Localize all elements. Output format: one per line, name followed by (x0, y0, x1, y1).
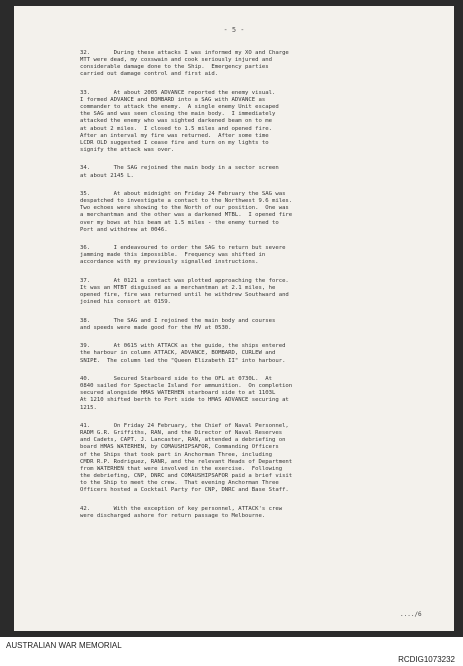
paragraph (80, 90, 410, 154)
paragraph (80, 343, 410, 364)
text-line: 39. At 0615 with ATTACK as the guide, the ships entered (80, 343, 286, 350)
text-line: 0840 sailed for Spectacle Island for ammunition. On completion (80, 383, 293, 390)
paragraph (80, 423, 410, 494)
paragraph (80, 278, 410, 307)
text-line: 1215. (80, 404, 97, 411)
paragraph (80, 50, 410, 79)
text-line: signify the attack was over. (80, 146, 175, 153)
text-line: over my bows at his beam at 1.5 miles - the enemy turned to (80, 219, 279, 226)
document-body (80, 50, 410, 531)
text-line: commander to attack the enemy. A single enemy Unit escaped (80, 104, 279, 111)
continuation-marker: ..../6 (400, 611, 422, 618)
text-line: Port and withdrew at 0046. (80, 226, 168, 233)
institution-name: AUSTRALIAN WAR MEMORIAL (6, 641, 122, 650)
text-line: 42. With the exception of key personnel, ATTACK's crew (80, 505, 283, 512)
page-number: - 5 - (223, 26, 245, 34)
text-line: the harbour in column ATTACK, ADVANCE, BOMBARD, CURLEW and (80, 350, 276, 357)
text-line: carried out damage control and first aid. (80, 71, 219, 78)
text-line: secured alongside HMAS WATERHEN starboard side to at 1103L (80, 390, 276, 397)
record-id: RCDIG1073232 (398, 655, 455, 664)
text-line: At 1210 shifted berth to Port side to HMAS ADVANCE securing at (80, 397, 289, 404)
text-line: MTT were dead, my coxswain and cook seriously injured and (80, 57, 272, 64)
text-line: 34. The SAG rejoined the main body in a sector screen (80, 165, 279, 172)
paragraph (80, 506, 410, 520)
text-line: Two echoes were showing to the North of our position. One was (80, 205, 289, 212)
text-line: joined his consort at 0159. (80, 299, 171, 306)
text-line: and Cadets, CAPT. J. Lancaster, RAN, attended a debriefing on (80, 437, 286, 444)
paragraph (80, 165, 410, 179)
text-line: attacked the enemy who was sighted darkened beam on to me (80, 118, 272, 125)
paragraph (80, 191, 410, 234)
text-line: considerable damage done to the Ship. Emergency parties (80, 64, 269, 71)
archive-footer (0, 637, 463, 666)
text-line: SNIPE. The column led the "Queen Elizabeth II" into harbour. (80, 357, 286, 364)
text-line: 41. On Friday 24 February, the Chief of Naval Personnel, (80, 423, 289, 430)
text-line: board HMAS WATERHEN, by COMAUSHIPSAFOR, Commanding Officers (80, 444, 279, 451)
text-line: 40. Secured Starboard side to the OFL at 0730L. At (80, 376, 272, 383)
text-line: at about 2145 L. (80, 172, 134, 179)
document-page (14, 6, 454, 631)
text-line: 37. At 0121 a contact was plotted approaching the force. (80, 277, 289, 284)
paragraph (80, 245, 410, 266)
text-line: to the Ship to meet the crew. That evening Anchorman Three (80, 480, 279, 487)
text-line: CMDR R.P. Rodriguez, RANR, and the relevant Heads of Department (80, 458, 293, 465)
text-line: 32. During these attacks I was informed my XO and Charge (80, 50, 289, 56)
text-line: the SAG and was seen closing the main body. I immediately (80, 111, 276, 118)
text-line: RADM G.R. Griffiths, RAN, and the Director of Naval Reserves (80, 430, 283, 437)
text-line: Officers hosted a Cocktail Party for CNP, DNRC and Base Staff. (80, 487, 289, 494)
paragraph (80, 318, 410, 332)
text-line: LCDR OLD suggested I cease fire and turn on my lights to (80, 139, 269, 146)
text-line: accordance with my previously signalled instructions. (80, 259, 259, 266)
text-line: the debriefing, CNP, DNRC and COMAUSHIPSAFOR paid a brief visit (80, 473, 293, 479)
text-line: I formed ADVANCE and BOMBARD into a SAG with ADVANCE as (80, 97, 266, 103)
text-line: from WATERHEN that were involved in the exercise. Following (80, 465, 283, 472)
text-line: It was an MTBT disguised as a merchantman at 2.1 miles, he (80, 285, 276, 291)
text-line: 36. I endeavoured to order the SAG to return but severe (80, 245, 286, 252)
text-line: 35. At about midnight on Friday 24 February the SAG was (80, 191, 286, 197)
text-line: despatched to investigate a contact to the Northwest 9.6 miles. (80, 198, 293, 205)
text-line: 38. The SAG and I rejoined the main body and courses (80, 317, 276, 324)
paragraph (80, 376, 410, 412)
text-line: of the Ships that took part in Anchorman Three, including (80, 451, 272, 458)
text-line: a merchantman and the other was a darkened MTBL. I opened fire (80, 212, 293, 219)
text-line: 33. At about 2005 ADVANCE reported the enemy visual. (80, 89, 276, 96)
text-line: opened fire, fire was returned until he withdrew Southward and (80, 292, 289, 299)
text-line: at about 2 miles. I closed to 1.5 miles and opened fire. (80, 125, 272, 132)
text-line: and speeds were made good for the HV at 0530. (80, 324, 232, 331)
text-line: After an interval my fire was returned. After some time (80, 132, 269, 139)
text-line: were discharged ashore for return passage to Melbourne. (80, 512, 266, 519)
text-line: jamming made this impossible. Frequency was shifted in (80, 252, 266, 259)
